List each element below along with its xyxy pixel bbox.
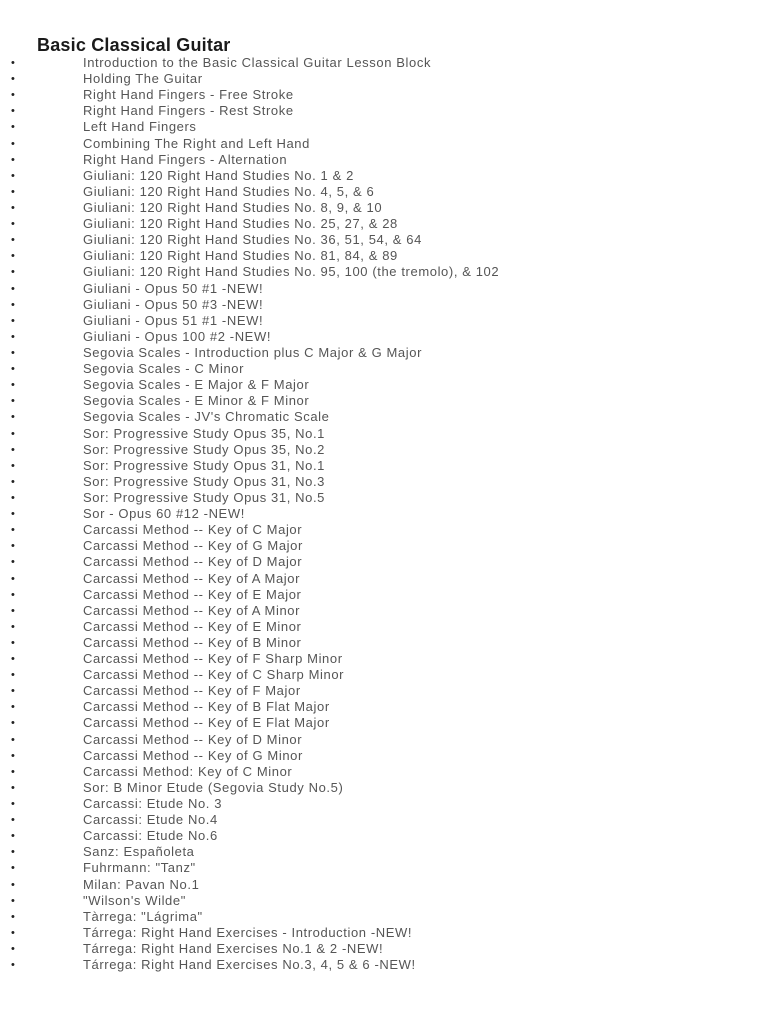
lesson-link[interactable]: Sor - Opus 60 #12 -NEW! bbox=[83, 506, 245, 522]
lesson-link[interactable]: Carcassi Method -- Key of B Flat Major bbox=[83, 699, 330, 715]
lesson-link[interactable]: Carcassi Method -- Key of E Major bbox=[83, 586, 302, 602]
lesson-link[interactable]: Giuliani: 120 Right Hand Studies No. 36, 51, 54, & 64 bbox=[83, 232, 422, 248]
lesson-link[interactable]: Segovia Scales - C Minor bbox=[83, 361, 245, 377]
lesson-link[interactable]: Giuliani: 120 Right Hand Studies No. 81, 84, & 89 bbox=[83, 248, 398, 264]
lesson-link[interactable]: Milan: Pavan No.1 bbox=[83, 876, 200, 892]
lesson-link[interactable]: Carcassi Method -- Key of G Minor bbox=[83, 747, 303, 763]
bullet-icon: • bbox=[11, 185, 15, 198]
lesson-link[interactable]: Right Hand Fingers - Alternation bbox=[83, 151, 288, 167]
bullet-icon: • bbox=[11, 524, 15, 537]
bullet-icon: • bbox=[11, 814, 15, 827]
bullet-icon: • bbox=[11, 379, 15, 392]
bullet-icon: • bbox=[11, 588, 15, 601]
bullet-icon: • bbox=[11, 234, 15, 247]
bullet-icon: • bbox=[11, 540, 15, 553]
lesson-link[interactable]: Segovia Scales - E Minor & F Minor bbox=[83, 393, 310, 409]
lesson-link[interactable]: Sor: Progressive Study Opus 31, No.3 bbox=[83, 473, 325, 489]
lesson-link[interactable]: Giuliani - Opus 50 #3 -NEW! bbox=[83, 296, 264, 312]
bullet-icon: • bbox=[11, 298, 15, 311]
bullet-icon: • bbox=[11, 508, 15, 521]
lesson-link[interactable]: Left Hand Fingers bbox=[83, 119, 197, 135]
bullet-icon: • bbox=[11, 459, 15, 472]
bullet-icon: • bbox=[11, 781, 15, 794]
lesson-link[interactable]: Carcassi Method -- Key of A Minor bbox=[83, 602, 301, 618]
bullet-icon: • bbox=[11, 475, 15, 488]
lesson-link[interactable]: Carcassi Method -- Key of B Minor bbox=[83, 634, 302, 650]
bullet-icon: • bbox=[11, 701, 15, 714]
bullet-icon: • bbox=[11, 137, 15, 150]
bullet-icon: • bbox=[11, 105, 15, 118]
lesson-link[interactable]: Segovia Scales - JV's Chromatic Scale bbox=[83, 409, 330, 425]
lesson-link[interactable]: Sor: B Minor Etude (Segovia Study No.5) bbox=[83, 779, 344, 795]
lesson-link[interactable]: Segovia Scales - Introduction plus C Major & G Major bbox=[83, 344, 422, 360]
lesson-link[interactable]: Carcassi Method -- Key of G Major bbox=[83, 538, 303, 554]
bullet-icon: • bbox=[11, 733, 15, 746]
lesson-link[interactable]: "Wilson's Wilde" bbox=[83, 892, 186, 908]
bullet-icon: • bbox=[11, 717, 15, 730]
lesson-link[interactable]: Carcassi Method -- Key of A Major bbox=[83, 570, 301, 586]
bullet-icon: • bbox=[11, 250, 15, 263]
lesson-link[interactable]: Giuliani: 120 Right Hand Studies No. 95, 100 (the tremolo), & 102 bbox=[83, 264, 500, 280]
bullet-icon: • bbox=[11, 427, 15, 440]
bullet-icon: • bbox=[11, 346, 15, 359]
bullet-icon: • bbox=[11, 749, 15, 762]
bullet-icon: • bbox=[11, 169, 15, 182]
lesson-link[interactable]: Fuhrmann: "Tanz" bbox=[83, 860, 196, 876]
bullet-icon: • bbox=[11, 636, 15, 649]
lesson-link[interactable]: Tárrega: Right Hand Exercises - Introduction -NEW! bbox=[83, 924, 413, 940]
lesson-link[interactable]: Tàrrega: "Lágrima" bbox=[83, 908, 203, 924]
bullet-icon: • bbox=[11, 653, 15, 666]
lesson-link[interactable]: Giuliani - Opus 50 #1 -NEW! bbox=[83, 280, 264, 296]
lesson-link[interactable]: Sor: Progressive Study Opus 35, No.1 bbox=[83, 425, 325, 441]
bullet-icon: • bbox=[11, 57, 15, 69]
lesson-link[interactable]: Sor: Progressive Study Opus 35, No.2 bbox=[83, 441, 325, 457]
bullet-icon: • bbox=[11, 959, 15, 972]
lesson-link[interactable]: Right Hand Fingers - Free Stroke bbox=[83, 87, 294, 103]
bullet-icon: • bbox=[11, 669, 15, 682]
bullet-icon: • bbox=[11, 556, 15, 569]
page-title: Basic Classical Guitar bbox=[37, 35, 231, 55]
bullet-icon: • bbox=[11, 910, 15, 923]
bullet-icon: • bbox=[11, 443, 15, 456]
lesson-link[interactable]: Sor: Progressive Study Opus 31, No.1 bbox=[83, 457, 325, 473]
bullet-icon: • bbox=[11, 218, 15, 231]
bullet-icon: • bbox=[11, 830, 15, 843]
lesson-link[interactable]: Combining The Right and Left Hand bbox=[83, 135, 310, 151]
lesson-link[interactable]: Giuliani: 120 Right Hand Studies No. 25, 27, & 28 bbox=[83, 216, 398, 232]
bullet-icon: • bbox=[11, 411, 15, 424]
bullet-icon: • bbox=[11, 266, 15, 279]
bullet-icon: • bbox=[11, 765, 15, 778]
lesson-link[interactable]: Tárrega: Right Hand Exercises No.3, 4, 5 & 6 -NEW! bbox=[83, 957, 416, 973]
bullet-icon: • bbox=[11, 572, 15, 585]
lesson-link[interactable]: Giuliani: 120 Right Hand Studies No. 4, 5, & 6 bbox=[83, 183, 375, 199]
lesson-link[interactable]: Introduction to the Basic Classical Guitar Lesson Block bbox=[83, 55, 432, 70]
bullet-icon: • bbox=[11, 395, 15, 408]
bullet-icon: • bbox=[11, 685, 15, 698]
lesson-link[interactable]: Sanz: Españoleta bbox=[83, 844, 195, 860]
lesson-link[interactable]: Carcassi Method -- Key of D Major bbox=[83, 554, 303, 570]
lesson-link[interactable]: Carcassi Method -- Key of F Major bbox=[83, 683, 301, 699]
bullet-icon: • bbox=[11, 846, 15, 859]
lesson-link[interactable]: Carcassi: Etude No. 3 bbox=[83, 796, 223, 812]
bullet-icon: • bbox=[11, 282, 15, 295]
bullet-icon: • bbox=[11, 620, 15, 633]
lesson-link[interactable]: Carcassi Method: Key of C Minor bbox=[83, 763, 293, 779]
bullet-icon: • bbox=[11, 89, 15, 102]
bullet-icon: • bbox=[11, 153, 15, 166]
lesson-link[interactable]: Carcassi Method -- Key of E Flat Major bbox=[83, 715, 330, 731]
lesson-link[interactable]: Tárrega: Right Hand Exercises No.1 & 2 -NEW! bbox=[83, 941, 384, 957]
bullet-icon: • bbox=[11, 330, 15, 343]
bullet-icon: • bbox=[11, 862, 15, 875]
lesson-link[interactable]: Giuliani - Opus 51 #1 -NEW! bbox=[83, 312, 264, 328]
lesson-link[interactable]: Carcassi: Etude No.4 bbox=[83, 812, 218, 828]
lesson-link[interactable]: Giuliani - Opus 100 #2 -NEW! bbox=[83, 328, 272, 344]
lesson-link[interactable]: Carcassi Method -- Key of D Minor bbox=[83, 731, 303, 747]
bullet-icon: • bbox=[11, 798, 15, 811]
bullet-icon: • bbox=[11, 878, 15, 891]
lesson-link[interactable]: Giuliani: 120 Right Hand Studies No. 1 & 2 bbox=[83, 167, 354, 183]
bullet-icon: • bbox=[11, 73, 15, 86]
lesson-link[interactable]: Carcassi Method -- Key of E Minor bbox=[83, 618, 302, 634]
lesson-link[interactable]: Segovia Scales - E Major & F Major bbox=[83, 377, 310, 393]
lesson-link[interactable]: Carcassi Method -- Key of F Sharp Minor bbox=[83, 651, 343, 667]
lesson-link[interactable]: Carcassi: Etude No.6 bbox=[83, 828, 218, 844]
lesson-link[interactable]: Holding The Guitar bbox=[83, 71, 203, 87]
bullet-icon: • bbox=[11, 604, 15, 617]
bullet-icon: • bbox=[11, 491, 15, 504]
lesson-link[interactable]: Giuliani: 120 Right Hand Studies No. 8, 9, & 10 bbox=[83, 199, 383, 215]
bullet-icon: • bbox=[11, 363, 15, 376]
bullet-icon: • bbox=[11, 894, 15, 907]
lesson-link[interactable]: Carcassi Method -- Key of C Sharp Minor bbox=[83, 667, 345, 683]
lesson-link[interactable]: Sor: Progressive Study Opus 31, No.5 bbox=[83, 489, 325, 505]
bullet-icon: • bbox=[11, 201, 15, 214]
bullet-icon: • bbox=[11, 943, 15, 956]
bullet-icon: • bbox=[11, 314, 15, 327]
lesson-link[interactable]: Right Hand Fingers - Rest Stroke bbox=[83, 103, 294, 119]
lesson-link[interactable]: Carcassi Method -- Key of C Major bbox=[83, 522, 303, 538]
bullet-icon: • bbox=[11, 926, 15, 939]
bullet-icon: • bbox=[11, 121, 15, 134]
